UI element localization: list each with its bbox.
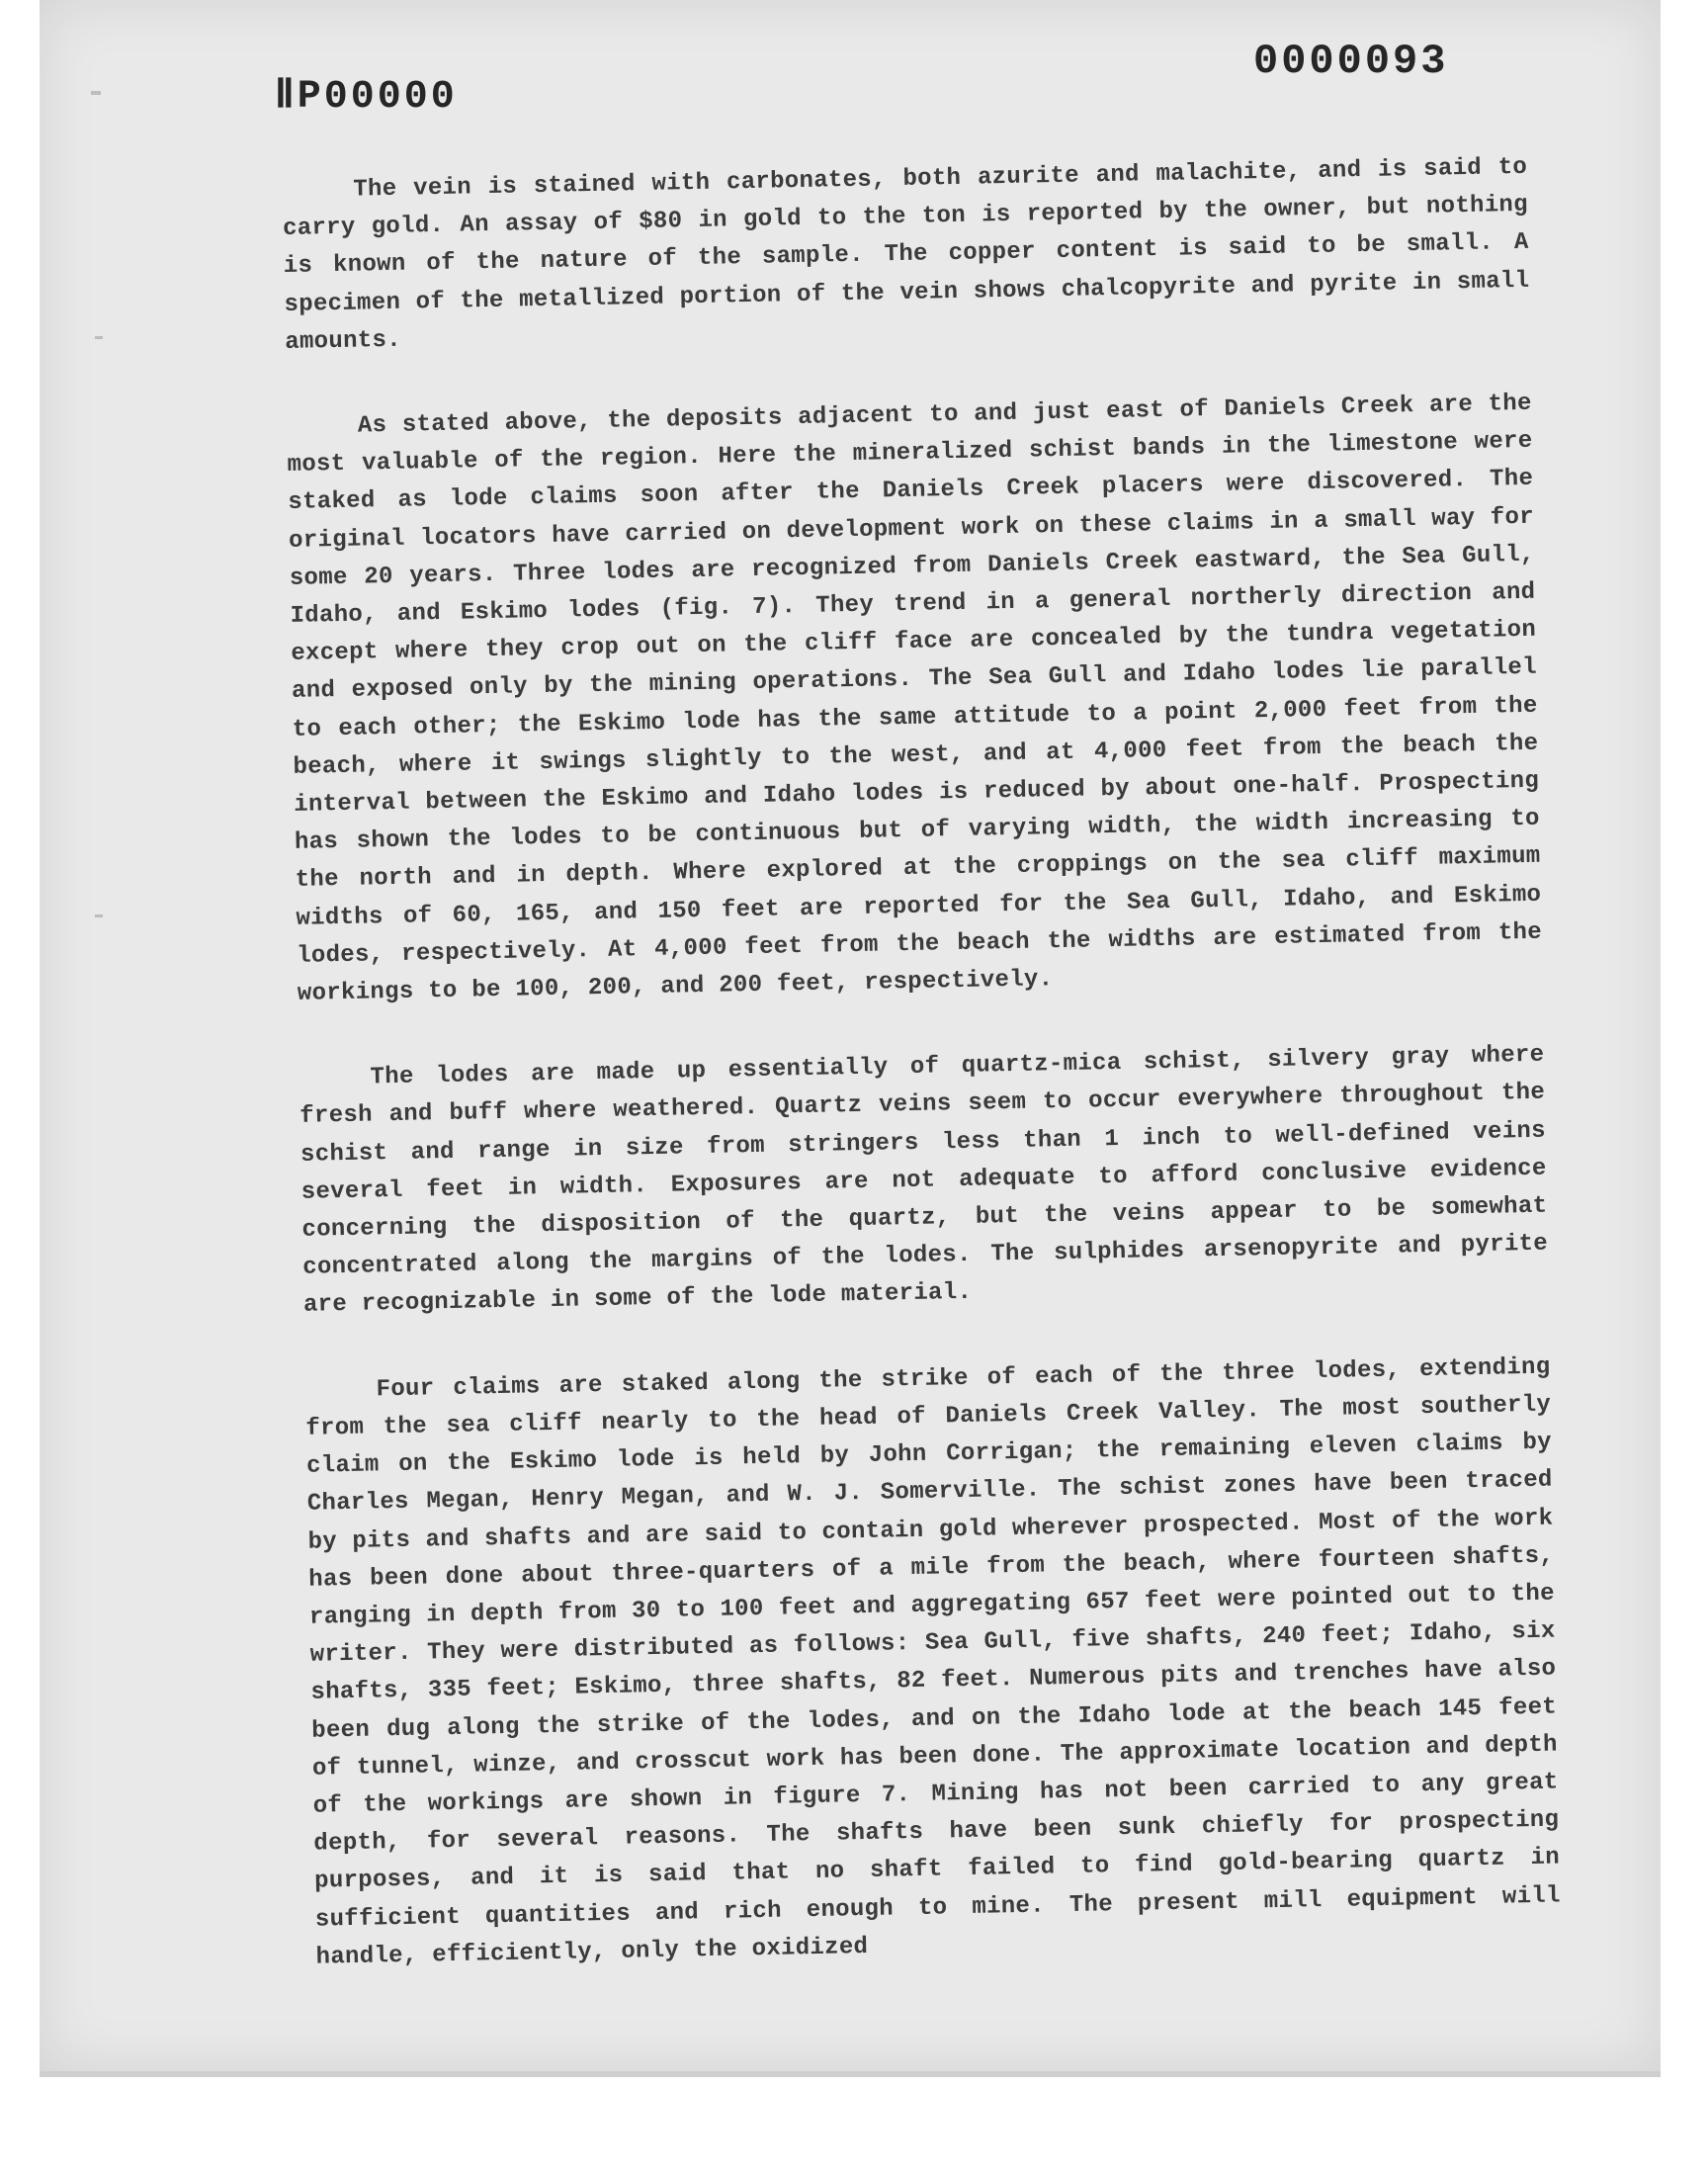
body-text <box>282 149 1562 1977</box>
scan-mark <box>95 336 103 339</box>
paragraph-lode-composition: The lodes are made up essentially of quartz-mica schist, silvery gray where fresh and buff where weathered. Quartz veins seem to occur everywhere throughout the schist and range in size from stringers less than 1 inch to well-defined veins several feet in width. Exposures are not adequate to afford conclusive evidence concerning the disposition of the quartz, but the veins appear to be somewhat concentrated along the margins of the lodes. The sulphides arsenopyrite and pyrite are recognizable in some of the lode material. <box>299 1041 1549 1320</box>
document-id-left: ⅡP00000 <box>275 75 458 120</box>
paragraph-vein-description: The vein is stained with carbonates, both azurite and malachite, and is said to carry gold. An assay of $80 in gold to the ton is reported by the owner, but nothing is known of the nature of the sample. The copper content is said to be small. A specimen of the metallized portion of the vein shows chalcopyrite and pyrite in small amounts. <box>282 153 1530 356</box>
paragraph-claims-and-workings: Four claims are staked along the strike of each of the three lodes, extending from the sea cliff nearly to the head of Daniels Creek Valley. The most southerly claim on the Eskimo lode is held by John Corrigan; the remaining eleven claims by Charles Megan, Henry Megan, and W. J. Somerville. The schist zones have been traced by pits and shafts and are said to contain gold wherever prospected. Most of the work has been done about three-quarters of a mile from the beach, where fourteen shafts, ranging in depth from 30 to 100 feet and aggregating 657 feet were pointed out to the writer. They were distributed as follows: Sea Gull, five shafts, 240 feet; Idaho, six shafts, 335 feet; Eskimo, three shafts, 82 feet. Numerous pits and trenches have also been dug along the strike of the lodes, and on the Idaho lode at the beach 145 feet of tunnel, winze, and crosscut work has been done. The approximate location and depth of the workings are shown in figure 7. Mining has not been carried to any great depth, for several reasons. The shafts have been sunk chiefly for prospecting purposes, and it is said that no shaft failed to find gold-bearing quartz in sufficient quantities and rich enough to mine. The present mill equipment will handle, efficiently, only the oxidized <box>305 1353 1561 1971</box>
page-number-stamp: 0000093 <box>1253 38 1449 85</box>
scan-mark <box>95 914 103 917</box>
scan-mark <box>91 91 101 95</box>
page-bottom-edge <box>40 2071 1661 2077</box>
paragraph-daniels-creek-lodes: As stated above, the deposits adjacent to and just east of Daniels Creek are the most valuable of the region. Here the mineralized schist bands in the limestone were staked as lode claims soon after the Daniels Creek placers were discovered. The original locators have carried on development work on these claims in a small way for some 20 years. Three lodes are recognized from Daniels Creek eastward, the Sea Gull, Idaho, and Eskimo lodes (fig. 7). They trend in a general northerly direction and except where they crop out on the cliff face are concealed by the tundra vegetation and exposed only by the mining operations. The Sea Gull and Idaho lodes lie parallel to each other; the Eskimo lode has the same attitude to a point 2,000 feet from the beach, where it swings slightly to the west, and at 4,000 feet from the beach the interval between the Eskimo and Idaho lodes is reduced by about one-half. Prospecting has shown the lodes to be continuous but of varying width, the width increasing to the north and in depth. Where explored at the croppings on the sea cliff maximum widths of 60, 165, and 150 feet are reported for the Sea Gull, Idaho, and Eskimo lodes, respectively. At 4,000 feet from the beach the widths are estimated from the workings to be 100, 200, and 200 feet, respectively. <box>287 390 1543 1007</box>
